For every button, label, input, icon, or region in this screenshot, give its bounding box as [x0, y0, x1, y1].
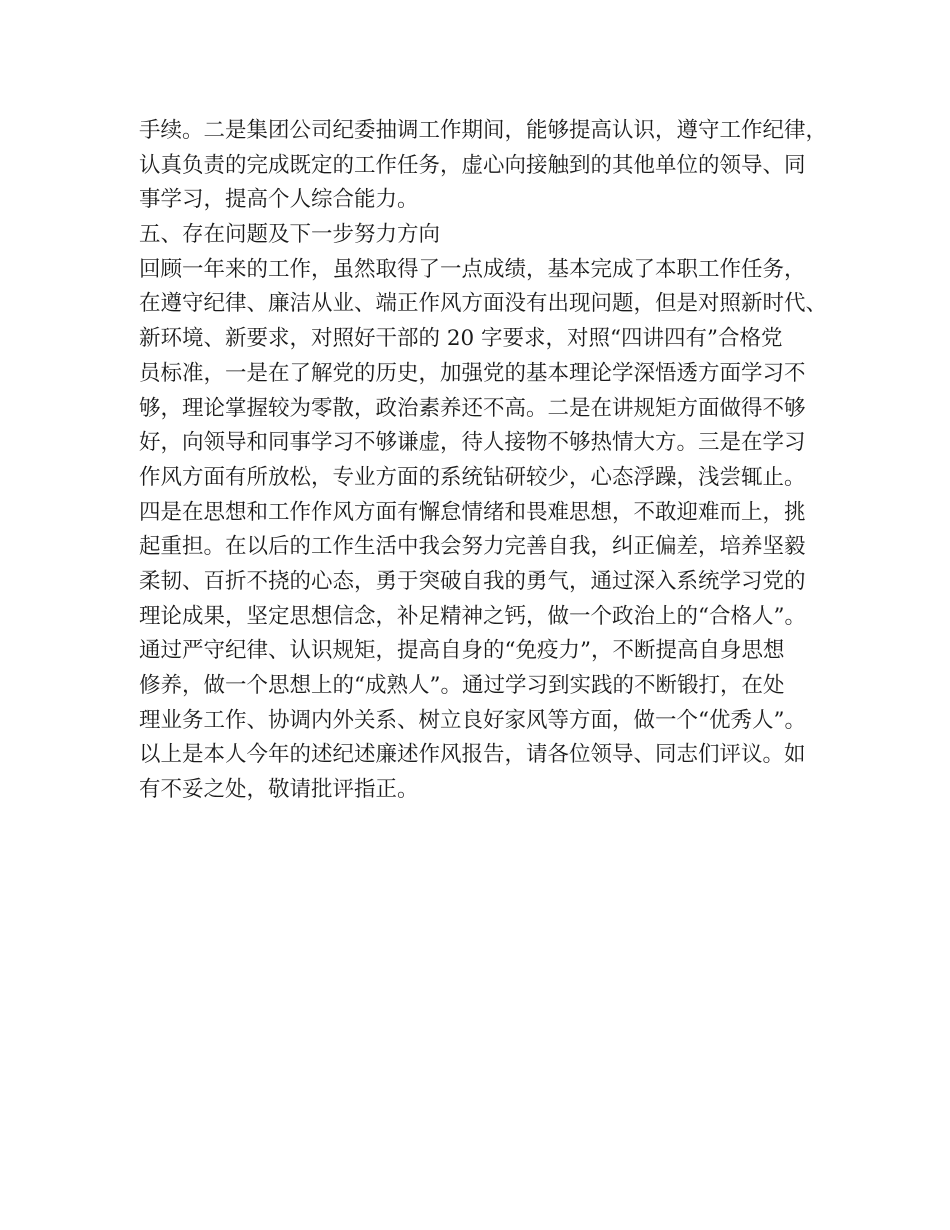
text-line: 够，理论掌握较为零散，政治素养还不高。二是在讲规矩方面做得不够 — [139, 395, 806, 421]
text-line: 在遵守纪律、廉洁从业、端正作风方面没有出现问题，但是对照新时代、 — [139, 291, 828, 317]
body-text — [139, 114, 829, 808]
text-line: 柔韧、百折不挠的心态，勇于突破自我的勇气，通过深入系统学习党的 — [139, 568, 806, 594]
text-line: 理论成果，坚定思想信念，补足精神之钙，做一个政治上的“合格人”。 — [139, 603, 806, 629]
text-line: 认真负责的完成既定的工作任务，虚心向接触到的其他单位的领导、同 — [139, 152, 806, 178]
section-heading: 五、存在问题及下一步努力方向 — [139, 222, 441, 248]
text-line: 四是在思想和工作作风方面有懈怠情绪和畏难思想，不敢迎难而上，挑 — [139, 499, 806, 525]
text-line: 回顾一年来的工作，虽然取得了一点成绩，基本完成了本职工作任务， — [139, 256, 806, 282]
text-line: 作风方面有所放松，专业方面的系统钻研较少，心态浮躁，浅尝辄止。 — [139, 464, 806, 490]
text-line: 员标准，一是在了解党的历史，加强党的基本理论学深悟透方面学习不 — [139, 360, 806, 386]
text-line: 手续。二是集团公司纪委抽调工作期间，能够提高认识，遵守工作纪律， — [139, 118, 828, 143]
text-line: 事学习，提高个人综合能力。 — [139, 187, 419, 213]
text-line: 理业务工作、协调内外关系、树立良好家风等方面，做一个“优秀人”。 — [139, 707, 806, 733]
text-line: 新环境、新要求，对照好干部的 20 字要求，对照“四讲四有”合格党 — [139, 326, 783, 352]
text-line: 以上是本人今年的述纪述廉述作风报告，请各位领导、同志们评议。如 — [139, 742, 806, 768]
text-line: 起重担。在以后的工作生活中我会努力完善自我，纠正偏差，培养坚毅 — [139, 534, 806, 560]
text-line: 有不妥之处，敬请批评指正。 — [139, 777, 419, 803]
text-line: 好，向领导和同事学习不够谦虚，待人接物不够热情大方。三是在学习 — [139, 430, 806, 456]
text-line: 通过严守纪律、认识规矩，提高自身的“免疫力”，不断提高自身思想 — [139, 638, 785, 664]
text-line: 修养，做一个思想上的“成熟人”。通过学习到实践的不断锻打，在处 — [139, 673, 785, 698]
